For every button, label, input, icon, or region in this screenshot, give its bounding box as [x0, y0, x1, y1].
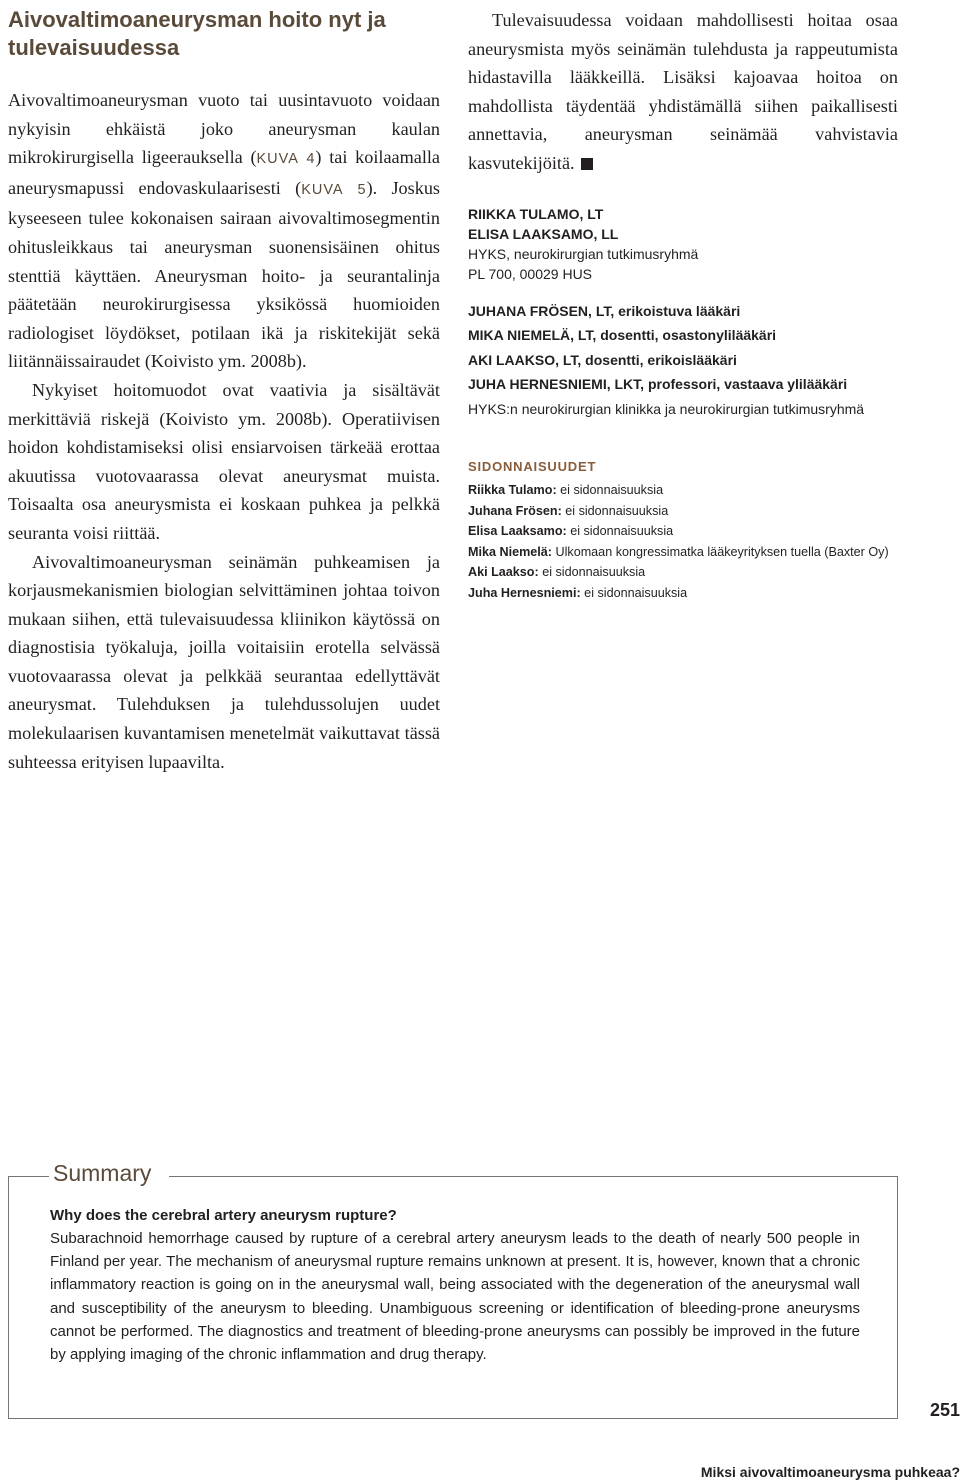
author-entry: MIKA NIEMELÄ, LT, dosentti, osastonylilääkäri [468, 327, 777, 344]
end-square-icon [581, 158, 593, 170]
paragraph-1-part-c: ). Joskus kyseeseen tulee kokonaisen sairaan aivovaltimosegmentin ohitusleikkaus tai aneurysman suonensisäinen ohitus stenttiä käyttäen. Aneurysman hoito- ja seurantalinja päätetään neurokirurgisessa yksikössä huomioiden radiologiset löydökset, potilaan ikä ja riskitekijät sekä liitännäissairaudet (Koivisto ym. 2008b). [8, 177, 440, 372]
summary-text: Subarachnoid hemorrhage caused by rupture of a cerebral artery aneurysm leads to the death of nearly 500 people in Finland per year. The mechanism of aneurysmal rupture remains unknown at present. It is, however, known that a chronic inflammatory reaction is going on in the aneurysmal wall, being associated with the degeneration of the aneurysmal wall and susceptibility of the aneurysm to bleeding. Unambiguous screening or identification of bleeding-prone aneurysms cannot be performed. The diagnostics and treatment of bleeding-prone aneurysms can possibly be improved in the future by applying imaging of the chronic inflammation and drug therapy. [50, 1230, 860, 1364]
left-column [8, 6, 440, 776]
disclosure-item [468, 501, 898, 522]
disclosure-name: Juhana Frösen: [468, 503, 562, 518]
figure-ref-4: KUVA 4 [256, 151, 316, 168]
summary-content [50, 1205, 860, 1366]
disclosure-item [468, 562, 898, 583]
disclosure-text: ei sidonnaisuuksia [561, 503, 669, 518]
authors-group-2 [468, 302, 898, 420]
author-entry: JUHANA FRÖSEN, LT, erikoistuva lääkäri [468, 302, 741, 319]
paragraph-4 [468, 6, 898, 178]
disclosure-text: ei sidonnaisuuksia [566, 524, 674, 539]
author-affiliation: HYKS, neurokirurgian tutkimusryhmä [468, 245, 699, 262]
paragraph-1-part-a: Aivovaltimoaneurysman vuoto tai uusintavuoto voidaan nykyisin ehkäistä joko aneurysman kaulan mikrokirurgisella ligeerauksella ( [8, 90, 440, 168]
running-title: Miksi aivovaltimoaneurysma puhkeaa? [700, 1464, 960, 1480]
disclosure-name: Mika Niemelä: [468, 544, 552, 559]
disclosure-item [468, 583, 898, 604]
disclosure-item [468, 542, 898, 563]
disclosure-name: Juha Hernesniemi: [468, 585, 581, 600]
disclosure-name: Riikka Tulamo: [468, 483, 557, 498]
disclosure-item [468, 480, 898, 501]
author-name: ELISA LAAKSAMO, LL [468, 225, 619, 242]
disclosure-text: Ulkomaan kongressimatka lääkeyrityksen tuella (Baxter Oy) [552, 544, 889, 559]
disclosure-text: ei sidonnaisuuksia [538, 565, 646, 580]
disclosure-name: Aki Laakso: [468, 565, 539, 580]
disclosure-name: Elisa Laaksamo: [468, 524, 567, 539]
paragraph-4-text: Tulevaisuudessa voidaan mahdollisesti hoitaa osaa aneurysmista myös seinämän tulehdusta ja rappeutumista hidastavilla lääkkeillä. Lisäksi kajoavaa hoitoa on mahdollista täydentää yhdistämällä siihen paikallisesti annettavia, aneurysman seinämää vahvistavia kasvutekijöitä. [468, 10, 898, 173]
author-affiliation: HYKS:n neurokirurgian klinikka ja neurokirurgian tutkimusryhmä [468, 400, 865, 417]
disclosure-text: ei sidonnaisuuksia [580, 585, 688, 600]
page-number: 251 [929, 1400, 960, 1420]
paragraph-1-part-b: ) tai koilaamalla aneurysmapussi endovaskulaarisesti ( [8, 147, 440, 198]
disclosures-list [468, 480, 898, 603]
figure-ref-5: KUVA 5 [301, 181, 367, 198]
paragraph-2: Nykyiset hoitomuodot ovat vaativia ja sisältävät merkittäviä riskejä (Koivisto ym. 2008b). Operatiivisen hoidon kohdistamiseksi olisi ensiarvoisen tärkeää erottaa akuutissa vuotovaarassa olevat aneurysmat muista. Toisaalta osa aneurysmista ei koskaan puhkea ja pelkkä seuranta voisi riittää. [8, 379, 440, 543]
disclosures-title: SIDONNAISUUDET [468, 459, 597, 475]
paragraph-1 [8, 86, 440, 376]
disclosure-item [468, 521, 898, 542]
author-address: PL 700, 00029 HUS [468, 265, 593, 282]
section-heading: Aivovaltimoaneurysman hoito nyt ja tulevaisuudessa [8, 7, 386, 60]
disclosure-text: ei sidonnaisuuksia [556, 483, 664, 498]
authors-group-1 [468, 204, 898, 284]
author-entry: JUHA HERNESNIEMI, LKT, professori, vastaava ylilääkäri [468, 376, 848, 393]
summary-question: Why does the cerebral artery aneurysm rupture? [50, 1207, 397, 1224]
paragraph-3: Aivovaltimoaneurysman seinämän puhkeamisen ja korjausmekanismien biologian selvittäminen johtaa toivon mukaan siihen, että tulevaisuudessa kliinikon käytössä on diagnostisia työkaluja, joilla voitaisiin erotella selvässä vuotovaarassa olevat ja pelkkää seurantaa edellyttävät aneurysmat. Tulehduksen ja tulehdussolujen uudet molekulaarisen kuvantamisen menetelmät vaikuttavat tässä suhteessa erityisen lupaavilta. [8, 551, 440, 772]
summary-title: Summary [50, 1160, 154, 1187]
right-column [468, 6, 898, 603]
author-entry: AKI LAAKSO, LT, dosentti, erikoislääkäri [468, 351, 737, 368]
author-name: RIIKKA TULAMO, LT [468, 205, 604, 222]
